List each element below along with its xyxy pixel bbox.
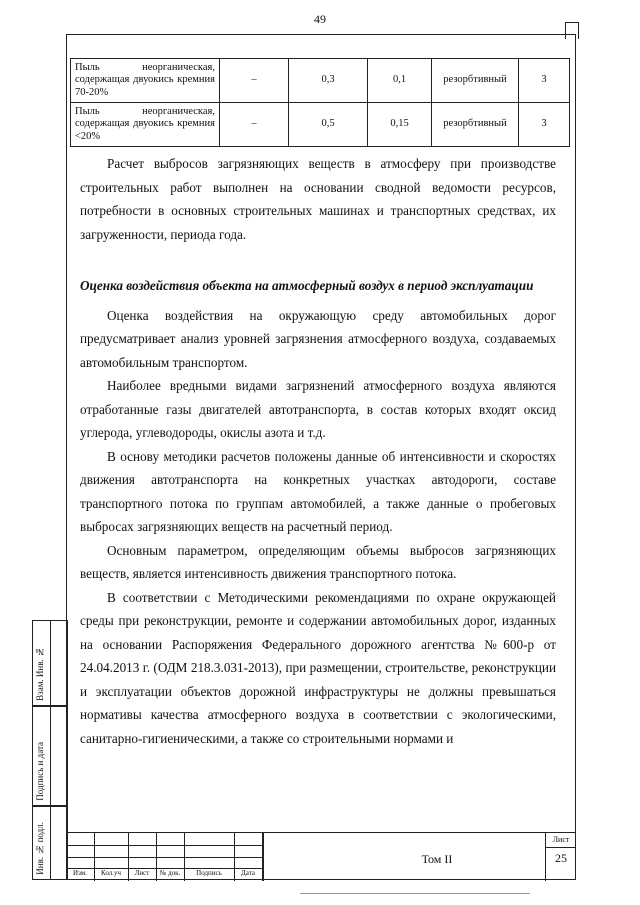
table-cell-name: Пыль неорганическая, содержащая двуокись кремния <20% (71, 103, 220, 147)
stamp-label: Взам. Инв. № (35, 647, 45, 701)
header-list: Лист (134, 869, 150, 877)
table-cell: 0,3 (289, 59, 368, 103)
table-row (71, 59, 570, 103)
paragraph: В основу методики расчетов положены данные об интенсивности и скоростях движения автотранспорта на конкретных участках автодороги, составе транспортного потока по группам автомобилей, а также данные о пробеговых выбросах загрязняющих веществ на расчетный период. (80, 448, 556, 534)
emissions-table (70, 58, 570, 147)
spacer (80, 246, 556, 274)
paragraph: В соответствии с Методическими рекомендациями по охране окружающей среды при реконструкции, ремонте и содержании автомобильных дорог, изданных на основании Распоряжения Федерального дорожного агентства №600-р от 24.04.2013 г. (ОДМ 218.3.031-2013), при размещении, строительстве, реконструкции и эксплуатации объектов дорожной инфраструктуры не должны превышаться нормативы качества атмосферного воздуха в соответствии с экологическими, санитарно-гигиеническими, а также со строительными нормами и (80, 589, 556, 746)
section-heading: Оценка воздействия объекта на атмосферный воздух в период эксплуатации (80, 278, 534, 293)
table-cell: – (220, 59, 289, 103)
sheet-box (545, 833, 576, 881)
table-cell-name: Пыль неорганическая, содержащая двуокись кремния 70-20% (71, 59, 220, 103)
paragraph: Оценка воздействия на окружающую среду автомобильных дорог предусматривает анализ уровней загрязнения атмосферного воздуха, создаваемых автомобильным транспортом. (80, 307, 556, 370)
table-cell: резорбтивный (432, 59, 519, 103)
stamp-cell-podpis (32, 706, 68, 806)
table-row (71, 103, 570, 147)
stamp-label: Подпись и дата (35, 742, 45, 801)
divider (300, 893, 530, 894)
table-cell: 3 (519, 59, 570, 103)
paragraph: Наиболее вредными видами загрязнений атмосферного воздуха являются отработанные газы двигателей автотранспорта, в состав которых входят оксид углерода, углеводороды, окислы азота и т.д. (80, 378, 556, 440)
table-cell: 0,15 (368, 103, 432, 147)
side-stamp (32, 620, 68, 880)
paragraph: Расчет выбросов загрязняющих веществ в атмосферу при производстве строительных работ выполнен на основании сводной ведомости ресурсов, потребности в основных строительных машинах и транспортных средствах, их загруженности, периода года. (80, 156, 556, 242)
table-cell: 3 (519, 103, 570, 147)
paragraph: Основным параметром, определяющим объемы выбросов загрязняющих веществ, является интенсивность движения транспортного потока. (80, 542, 556, 581)
table-cell: резорбтивный (432, 103, 519, 147)
title-block (66, 832, 576, 881)
page-number: 49 (314, 12, 326, 26)
table-cell: – (220, 103, 289, 147)
revision-grid (66, 833, 262, 881)
header-kol: Кол.уч (101, 869, 121, 877)
stamp-label: Инв. № подл. (35, 822, 45, 875)
header-izm: Изм. (73, 869, 87, 877)
body-text (80, 152, 556, 750)
stamp-cell-inv (32, 806, 68, 880)
sheet-number: 25 (555, 851, 567, 865)
sheet-label: Лист (546, 835, 576, 848)
header-data: Дата (241, 869, 255, 877)
header-podpis: Подпись (196, 869, 222, 877)
stamp-cell-vzam (32, 620, 68, 706)
table-cell: 0,1 (368, 59, 432, 103)
volume-title: Том II (421, 852, 453, 866)
header-doc: № док. (159, 869, 181, 877)
table-cell: 0,5 (289, 103, 368, 147)
